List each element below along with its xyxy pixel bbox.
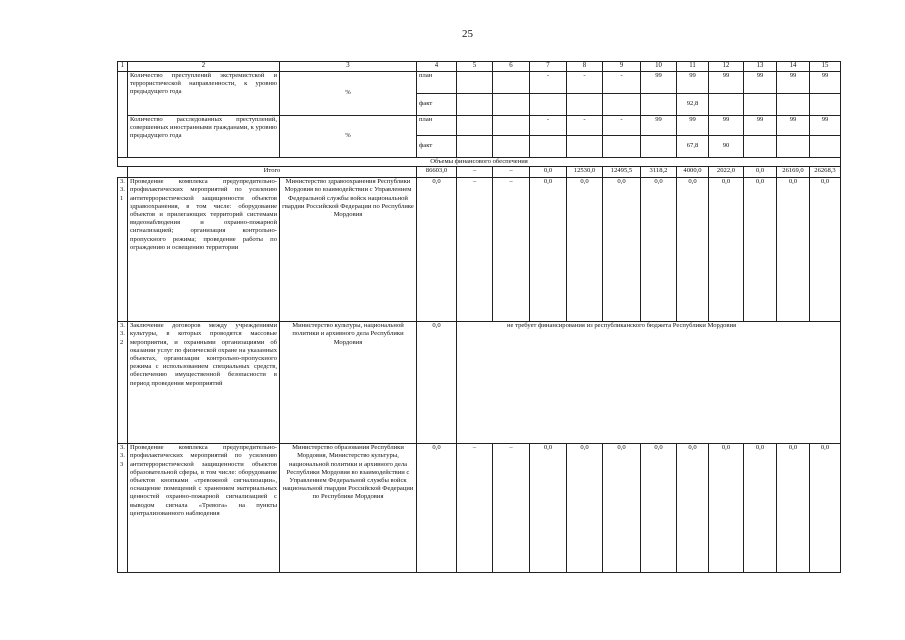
col-header: 9 [603, 62, 641, 72]
value-cell: 0,0 [603, 444, 641, 573]
value-cell: 0,0 [417, 322, 457, 444]
value-cell: - [530, 72, 567, 94]
value-cell: 90 [709, 136, 744, 158]
value-cell: 0,0 [530, 178, 567, 322]
value-cell: 99 [744, 116, 777, 136]
value-cell: 0,0 [744, 444, 777, 573]
value-cell: 99 [641, 72, 677, 94]
indicator-name: Количество расследованных преступлений, совершенных иностранными гражданами, к уровню предыдущего года [128, 116, 280, 158]
value-cell: 0,0 [567, 178, 603, 322]
value-cell [493, 72, 530, 94]
value-cell: 0,0 [530, 444, 567, 573]
value-cell [603, 94, 641, 116]
total-value: 12495,5 [603, 167, 641, 178]
value-cell: 0,0 [810, 444, 841, 573]
value-cell [567, 94, 603, 116]
col-header: 6 [493, 62, 530, 72]
value-cell: - [603, 116, 641, 136]
value-cell: - [603, 72, 641, 94]
value-cell: 0,0 [709, 178, 744, 322]
value-cell: 67,8 [677, 136, 709, 158]
value-cell [493, 116, 530, 136]
value-cell: 99 [777, 72, 810, 94]
col-header: 4 [417, 62, 457, 72]
total-row [118, 167, 841, 178]
col-header: 12 [709, 62, 744, 72]
col-header: 13 [744, 62, 777, 72]
col-header: 5 [457, 62, 493, 72]
total-value: 3118,2 [641, 167, 677, 178]
value-cell: 0,0 [777, 444, 810, 573]
indicator-unit: % [280, 72, 417, 116]
col-header: 3 [280, 62, 417, 72]
value-cell: 0,0 [677, 444, 709, 573]
value-cell [777, 136, 810, 158]
value-cell: 0,0 [641, 178, 677, 322]
total-value: – [457, 167, 493, 178]
total-value: 86603,0 [417, 167, 457, 178]
total-value: – [493, 167, 530, 178]
value-cell [641, 136, 677, 158]
col-header: 11 [677, 62, 709, 72]
indicator-unit: % [280, 116, 417, 158]
value-cell: - [567, 116, 603, 136]
value-cell: 0,0 [567, 444, 603, 573]
value-cell: 0,0 [777, 178, 810, 322]
fact-label: факт [417, 94, 457, 116]
measure-text: Проведение комплекса предупредительно-профилактических мероприятий по усилению антитеррористической защищенности объектов здравоохранения, в том числе: оборудование объектов и прилегающих территорий системами видеонаблюдения и охранно-пожарной сигнализацией; организация контрольно-пропускного режима; проведение работы по ограждению и освещению территории [128, 178, 280, 322]
total-value: 2022,0 [709, 167, 744, 178]
value-cell: 99 [810, 72, 841, 94]
measure-executor: Министерство культуры, национальной политики и архивного дела Республики Мордовия [280, 322, 417, 444]
value-cell: 99 [677, 72, 709, 94]
total-spacer [118, 167, 128, 178]
total-value: 0,0 [530, 167, 567, 178]
value-cell: 99 [744, 72, 777, 94]
value-cell [603, 136, 641, 158]
value-cell: 0,0 [709, 444, 744, 573]
value-cell: - [567, 72, 603, 94]
value-cell: – [457, 444, 493, 573]
measure-executor: Министерство здравоохранения Республики Мордовия во взаимодействии с Управлением Федеральной службы войск национальной гвардии Российской Федерации по Республике Мордовия [280, 178, 417, 322]
value-cell [810, 136, 841, 158]
value-cell: 0,0 [417, 178, 457, 322]
col-header: 7 [530, 62, 567, 72]
measure-number: 3.3.2 [118, 322, 128, 444]
value-cell: – [493, 444, 530, 573]
col-header: 15 [810, 62, 841, 72]
value-cell [457, 136, 493, 158]
value-cell: 99 [677, 116, 709, 136]
plan-label: план [417, 72, 457, 94]
value-cell: 99 [641, 116, 677, 136]
value-cell [641, 94, 677, 116]
value-cell: 99 [709, 116, 744, 136]
total-value: 0,0 [744, 167, 777, 178]
column-number-row [118, 62, 841, 72]
value-cell [457, 94, 493, 116]
value-cell [457, 72, 493, 94]
fact-label: факт [417, 136, 457, 158]
value-cell: 99 [810, 116, 841, 136]
col-header: 2 [128, 62, 280, 72]
measure-row [118, 322, 841, 444]
indicator-number-cell [118, 72, 128, 158]
value-cell: 0,0 [603, 178, 641, 322]
measure-row [118, 178, 841, 322]
value-cell: – [493, 178, 530, 322]
value-cell: 99 [709, 72, 744, 94]
measure-number: 3.3.3 [118, 444, 128, 573]
measure-number: 3.3.1 [118, 178, 128, 322]
value-cell [744, 136, 777, 158]
value-cell: 92,8 [677, 94, 709, 116]
program-table [117, 61, 841, 573]
value-cell [567, 136, 603, 158]
value-cell: 0,0 [810, 178, 841, 322]
col-header: 1 [118, 62, 128, 72]
col-header: 8 [567, 62, 603, 72]
total-value: 26268,3 [810, 167, 841, 178]
value-cell: – [457, 178, 493, 322]
col-header: 14 [777, 62, 810, 72]
value-cell [744, 94, 777, 116]
value-cell [493, 136, 530, 158]
finance-header: Объемы финансового обеспечения [118, 158, 841, 167]
value-cell [493, 94, 530, 116]
value-cell [810, 94, 841, 116]
measure-executor: Министерство образования Республики Мордовия, Министерство культуры, национальной политики и архивного дела Республики Мордовия во взаимодействии с Управлением Федеральной службы войск национальной гвардии Российской Федерации по Республике Мордовия [280, 444, 417, 573]
col-header: 10 [641, 62, 677, 72]
value-cell [457, 116, 493, 136]
page-number: 25 [462, 28, 473, 40]
indicator-plan-row [118, 72, 841, 94]
value-cell [530, 136, 567, 158]
value-cell [709, 94, 744, 116]
indicator-name: Количество преступлений экстремистской и террористической направленности, к уровню предыдущего года [128, 72, 280, 116]
finance-header-row [118, 158, 841, 167]
measure-text: Проведение комплекса предупредительно-профилактических мероприятий по усилению антитеррористической защищенности объектов образовательной сферы, в том числе: оборудование объектов кнопками «тревожной сигнализации», оснащение помещений с хранением материальных ценностей охранно-пожарной сигнализацией с выводом сигнала «Тревога» на пункты централизованного наблюдения [128, 444, 280, 573]
value-cell: 0,0 [677, 178, 709, 322]
value-cell: 0,0 [641, 444, 677, 573]
value-cell: 99 [777, 116, 810, 136]
total-value: 4000,0 [677, 167, 709, 178]
value-cell: - [530, 116, 567, 136]
value-cell [777, 94, 810, 116]
indicator-plan-row [118, 116, 841, 136]
value-cell: 0,0 [744, 178, 777, 322]
measure-row [118, 444, 841, 573]
no-funding-note: не требует финансирования из республиканского бюджета Республики Мордовия [457, 322, 841, 444]
total-label: Итого [128, 167, 417, 178]
value-cell: 0,0 [417, 444, 457, 573]
measure-text: Заключение договоров между учреждениями культуры, в которых проводятся массовые мероприятия, и охранными организациями об оказании услуг по физической охране на указанных объектах, организации контрольно-пропускного режима с использованием специальных средств, обеспечению имущественной безопасности в период проведения мероприятий [128, 322, 280, 444]
plan-label: план [417, 116, 457, 136]
total-value: 26169,0 [777, 167, 810, 178]
total-value: 12530,0 [567, 167, 603, 178]
value-cell [530, 94, 567, 116]
